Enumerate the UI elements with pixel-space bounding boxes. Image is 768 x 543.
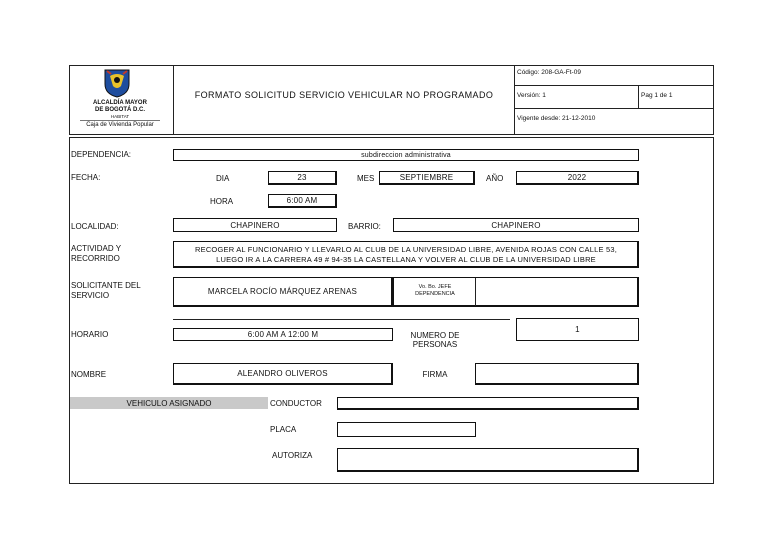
actividad-label-2: RECORRIDO (71, 254, 120, 263)
mes-field[interactable]: SEPTIEMBRE (379, 171, 475, 185)
numero-label-1: NUMERO DE (410, 331, 460, 340)
actividad-label-1: ACTIVIDAD Y (71, 244, 122, 253)
dia-label: DIA (216, 174, 230, 183)
logo-line-2: DE BOGOTÁ D.C. (94, 107, 145, 113)
logo-line-3: HABITAT (110, 114, 130, 119)
localidad-label: LOCALIDAD: (71, 222, 119, 231)
horario-label: HORARIO (71, 330, 109, 339)
header-meta-divider (514, 65, 515, 135)
barrio-label: BARRIO: (348, 222, 381, 231)
logo-line-4: Caja de Vivienda Popular (86, 122, 154, 128)
vobo-label-2: DEPENDENCIA (415, 291, 455, 297)
solicitante-field[interactable]: MARCELA ROCÍO MÁRQUEZ ARENAS (173, 277, 393, 307)
conductor-label: CONDUCTOR (270, 399, 322, 408)
logo-line-1: ALCALDÍA MAYOR (93, 100, 147, 106)
conductor-field[interactable] (337, 397, 639, 410)
form-valid-from: Vigente desde: 21-12-2010 (517, 115, 596, 122)
form-title: FORMATO SOLICITUD SERVICIO VEHICULAR NO PROGRAMADO (194, 90, 494, 100)
numero-label-2: PERSONAS (412, 340, 458, 349)
autoriza-field[interactable] (337, 448, 639, 472)
form-page: Pag 1 de 1 (641, 92, 673, 99)
vobo-label-1: Vo. Bo. JEFE (418, 284, 452, 290)
fecha-label: FECHA: (71, 173, 101, 182)
actividad-line-2: LUEGO IR A LA CARRERA 49 # 94-35 LA CASTELLANA Y VOLVER AL CLUB DE LA UNIVERSIDAD LIBRE (216, 255, 596, 264)
nombre-field[interactable]: ALEANDRO OLIVEROS (173, 363, 393, 385)
dia-field[interactable]: 23 (268, 171, 337, 185)
hora-label: HORA (210, 197, 234, 206)
vehiculo-asignado-header: VEHICULO ASIGNADO (70, 397, 268, 409)
firma-field[interactable] (475, 363, 639, 385)
nombre-label: NOMBRE (71, 370, 107, 379)
dependencia-label: DEPENDENCIA: (71, 150, 132, 159)
header-page-divider (638, 85, 639, 108)
placa-label: PLACA (270, 425, 297, 434)
actividad-line-1: RECOGER AL FUNCIONARIO Y LLEVARLO AL CLUB DE LA UNIVERSIDAD LIBRE, AVENIDA ROJAS CON CALLE 53, (195, 245, 617, 254)
header-row-divider-1 (514, 85, 714, 86)
form-version: Versión: 1 (517, 92, 546, 99)
header-row-divider-2 (514, 108, 714, 109)
placa-field[interactable] (337, 422, 476, 437)
solicitante-label-1: SOLICITANTE DEL (71, 281, 141, 290)
ano-label: AÑO (486, 174, 504, 183)
solicitante-label-2: SERVICIO (71, 291, 110, 300)
horario-top-rule (173, 319, 510, 320)
header-logo-divider (173, 65, 174, 135)
hora-field[interactable]: 6:00 AM (268, 194, 337, 208)
coat-of-arms-icon (101, 68, 133, 98)
firma-label: FIRMA (422, 370, 448, 379)
vobo-field[interactable] (475, 278, 476, 306)
dependencia-field[interactable]: subdireccion administrativa (173, 149, 639, 161)
mes-label: MES (357, 174, 375, 183)
logo-rule (80, 120, 160, 121)
autoriza-label: AUTORIZA (272, 451, 313, 460)
horario-field[interactable]: 6:00 AM A 12:00 M (173, 328, 393, 341)
form-code: Código: 208-GA-Ft-09 (517, 69, 581, 76)
barrio-field[interactable]: CHAPINERO (393, 218, 639, 232)
numero-field[interactable]: 1 (516, 318, 639, 341)
logo-block (70, 66, 173, 134)
localidad-field[interactable]: CHAPINERO (173, 218, 337, 232)
ano-field[interactable]: 2022 (516, 171, 639, 185)
